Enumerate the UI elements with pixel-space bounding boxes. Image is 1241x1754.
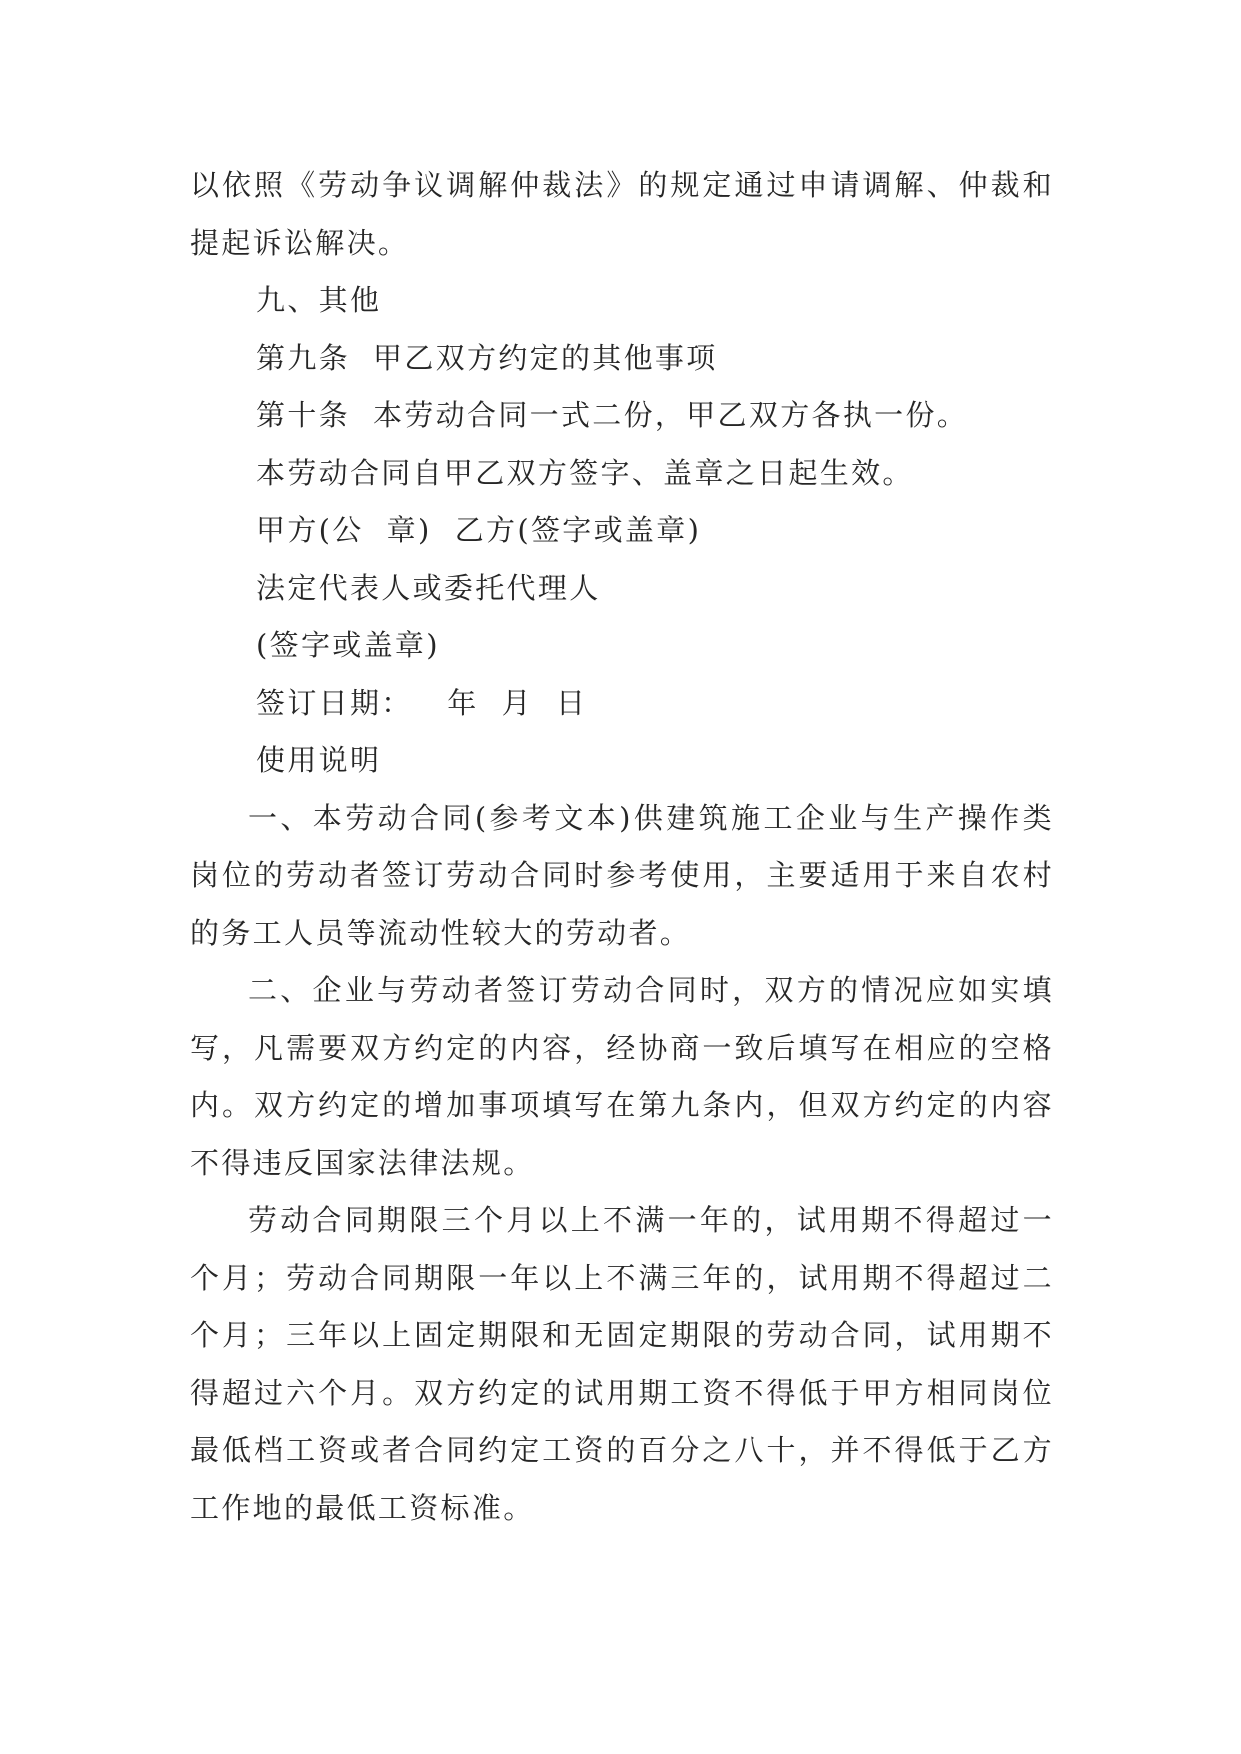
usage-instructions-heading: 使用说明 xyxy=(256,743,382,777)
instruction-two: 二、企业与劳动者签订劳动合同时，双方的情况应如实填写，凡需要双方约定的内容，经协商一致后填写在相应的空格内。双方约定的增加事项填写在第九条内，但双方约定的内容不得违反国家法律法规。 xyxy=(190,973,1054,1180)
paragraph-dispute-resolution-end: 以依照《劳动争议调解仲裁法》的规定通过申请调解、仲裁和提起诉讼解决。 xyxy=(190,168,1054,260)
signing-date-line: 签订日期： 年 月 日 xyxy=(256,685,588,720)
article-nine: 第九条 甲乙双方约定的其他事项 xyxy=(256,340,718,375)
legal-representative-line: 法定代表人或委托代理人 xyxy=(256,570,601,605)
section-heading-other: 九、其他 xyxy=(256,283,382,317)
document-body xyxy=(190,157,1054,1537)
article-ten: 第十条 本劳动合同一式二份，甲乙双方各执一份。 xyxy=(256,398,969,432)
effective-clause: 本劳动合同自甲乙双方签字、盖章之日起生效。 xyxy=(256,455,914,490)
signature-parties-line: 甲方(公 章) 乙方(签字或盖章) xyxy=(256,513,702,547)
probation-period-paragraph: 劳动合同期限三个月以上不满一年的，试用期不得超过一个月；劳动合同期限一年以上不满三年的，试用期不得超过二个月；三年以上固定期限和无固定期限的劳动合同，试用期不得超过六个月。双方约定的试用期工资不得低于甲方相同岗位最低档工资或者合同约定工资的百分之八十，并不得低于乙方工作地的最低工资标准。 xyxy=(190,1203,1054,1525)
instruction-one: 一、本劳动合同(参考文本)供建筑施工企业与生产操作类岗位的劳动者签订劳动合同时参考使用，主要适用于来自农村的务工人员等流动性较大的劳动者。 xyxy=(190,800,1054,950)
signature-or-seal-line: (签字或盖章) xyxy=(256,628,440,662)
